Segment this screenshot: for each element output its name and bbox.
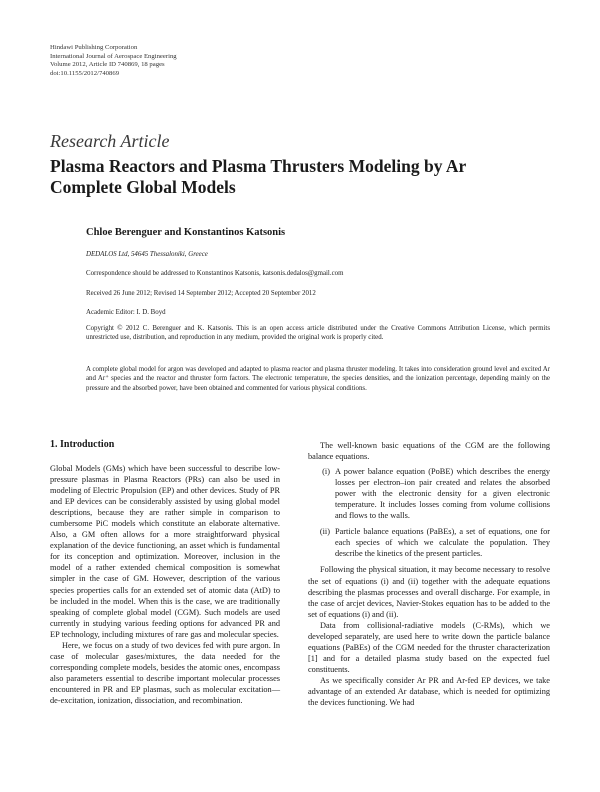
list-item-label: (i)	[322, 467, 330, 477]
body-paragraph: Global Models (GMs) which have been successful to describe low-pressure plasmas in Plasma Reactors (PRs) can also be used in modeling of Electric Propulsion (EP) and other devices. Study of PR and EP devices can be considerably assisted by using global model descriptions, because they are rather simple in comparison to cumbersome PiC models which constitute an elaborate alternative. Also, a GM often allows for a more straightforward physical explanation of the device functioning, an asset which is fundamental for its conception and optimization. Moreover, inclusion in the model of a rather extended chemical composition is somewhat simpler in the case of GM. However, description of the various species properties calls for an extended set of atomic data (AtD) to be included in the model. When this is the case, we are traditionally speaking of complete global model (CGM). Such models are used currently in studying various feeding options for advanced PR and EP technology, including mixtures of rare gas and molecular species.	[50, 464, 280, 639]
body-paragraph: Here, we focus on a study of two devices fed with pure argon. In case of molecular gases/mixtures, the data needed for the corresponding complete models, besides the atomic ones, encompass also parameters essential to describe important molecular processes encountered in PR and EP plasmas, such as molecular excitation—de-excitation, ionization, dissociation, and recombination.	[50, 640, 280, 705]
article-type: Research Article	[50, 131, 170, 151]
academic-editor: Academic Editor: I. D. Boyd	[86, 309, 166, 316]
right-column	[308, 440, 550, 708]
list-item	[308, 466, 550, 521]
author-affiliation: DEDALOS Ltd, 54645 Thessaloniki, Greece	[86, 251, 208, 258]
author-list: Chloe Berenguer and Konstantinos Katsonis	[86, 227, 286, 238]
body-paragraph: Data from collisional-radiative models (C-RMs), which we developed separately, are used here to write down the particle balance equations (PaBEs) of the CGM needed for the thruster characterization [1] and for a detailed plasma study based on the expected fuel constituents.	[308, 620, 550, 674]
list-item-text: Particle balance equations (PaBEs), a set of equations, one for each species of which we calculate the population. They describe the kinetics of the present particles.	[335, 527, 550, 559]
balance-equations-list	[308, 466, 550, 559]
publisher-name: Hindawi Publishing Corporation	[50, 44, 138, 51]
body-paragraph: As we specifically consider Ar PR and Ar-fed EP devices, we take advantage of an extended Ar database, which is needed for optimizing the devices functioning. We had	[308, 675, 550, 708]
volume-info: Volume 2012, Article ID 740869, 18 pages	[50, 61, 165, 69]
list-item	[308, 526, 550, 559]
left-column	[50, 438, 280, 706]
article-title: Plasma Reactors and Plasma Thrusters Modeling by Ar Complete Global Models	[50, 156, 466, 197]
list-item-label: (ii)	[319, 527, 330, 537]
section-heading: 1. Introduction	[50, 439, 115, 450]
journal-masthead	[50, 44, 177, 78]
submission-dates: Received 26 June 2012; Revised 14 September 2012; Accepted 20 September 2012	[86, 290, 316, 297]
doi-text: doi:10.1155/2012/740869	[50, 69, 120, 77]
journal-name: International Journal of Aerospace Engineering	[50, 52, 177, 60]
body-paragraph: The well-known basic equations of the CGM are the following balance equations.	[308, 441, 550, 462]
copyright-notice: Copyright © 2012 C. Berenguer and K. Katsonis. This is an open access article distributed under the Creative Commons Attribution License, which permits unrestricted use, distribution, and reproduction in any medium, provided the original work is properly cited.	[86, 325, 550, 342]
abstract: A complete global model for argon was developed and adapted to plasma reactor and plasma thruster modeling. It takes into consideration ground level and excited Ar and Ar⁺ species and the reactor and thruster form factors. The electronic temperature, the species densities, and the ionization percentage, depending mainly on the pressure and the absorbed power, have been obtained and commented for various physical conditions.	[86, 366, 550, 392]
correspondence-note: Correspondence should be addressed to Konstantinos Katsonis, katsonis.dedalos@gmail.com	[86, 270, 344, 277]
list-item-text: A power balance equation (PoBE) which describes the energy losses per electron–ion pair created and relates the absorbed power with the electronic density for a given electronic temperature. It includes losses coming from volume collisions and flows to the walls.	[335, 467, 550, 521]
body-paragraph: Following the physical situation, it may become necessary to resolve the set of equations (i) and (ii) together with the adequate equations describing the plasmas processes and overall discharge. For example, in the case of arcjet devices, Navier-Stokes equation has to be added to the set of equations (i) and (ii).	[308, 565, 550, 619]
